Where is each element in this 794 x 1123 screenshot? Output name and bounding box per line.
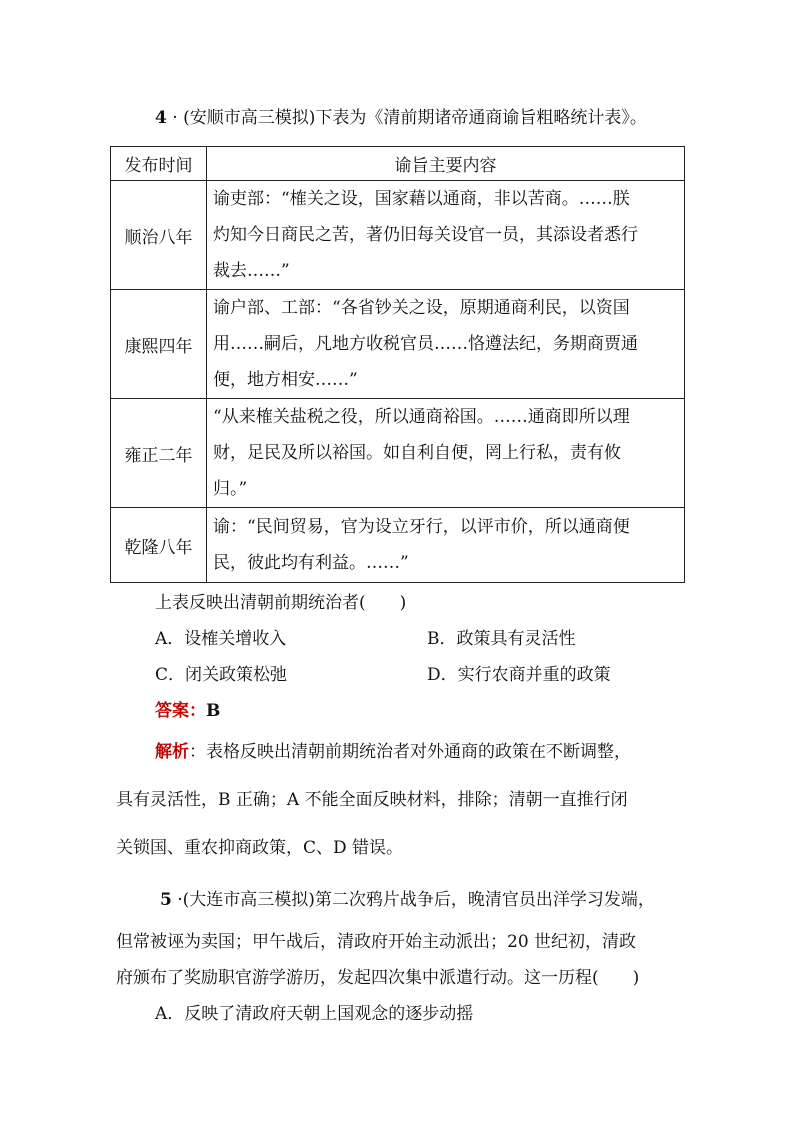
content-line: 民，彼此均有利益。……” (213, 553, 409, 573)
content-line: 灼知今日商民之苦，著仍旧每关设官一员，其添设者悉行 (213, 225, 638, 245)
analysis-text: ：表格反映出清朝前期统治者对外通商的政策在不断调整， (189, 742, 631, 762)
analysis-label: 解析 (155, 742, 189, 762)
row-content (207, 181, 685, 290)
option-c: C．闭关政策松弛 (155, 665, 288, 685)
content-line: 财，足民及所以裕国。如自利自便，罔上行私，责有攸 (213, 443, 621, 463)
edict-statistics-table (110, 146, 685, 583)
option-b: B．政策具有灵活性 (427, 629, 576, 649)
content-line: “从来榷关盐税之役，所以通商裕国。……通商即所以理 (213, 407, 630, 427)
table-header-row (111, 147, 685, 181)
table-row (111, 181, 685, 290)
content-line: 用……嗣后，凡地方收税官员……恪遵法纪，务期商贾通 (213, 334, 638, 354)
content-line: 便，地方相安……” (213, 370, 358, 390)
question-source: (安顺市高三模拟) (183, 108, 316, 128)
question-5-line: 但常被诬为卖国；甲午战后，清政府开始主动派出；20 世纪初，清政 (116, 932, 637, 952)
content-line: 裁去……” (213, 261, 290, 281)
header-release-time: 发布时间 (111, 147, 207, 181)
table-row (111, 290, 685, 399)
analysis-line (155, 737, 631, 762)
row-content (207, 399, 685, 508)
row-content (207, 290, 685, 399)
separator-dot: · (172, 108, 178, 128)
question-number: 4 (155, 108, 167, 128)
question-4-prompt: 上表反映出清朝前期统治者( ) (155, 593, 407, 613)
question-5-stem (160, 885, 655, 910)
answer-label: 答案： (155, 701, 206, 721)
question-number: 5 (160, 890, 172, 910)
content-line: 归。” (213, 479, 248, 499)
question-5-line: 府颁布了奖励职官游学游历，发起四次集中派遣行动。这一历程( ) (116, 968, 640, 988)
row-content (207, 508, 685, 583)
header-edict-content: 谕旨主要内容 (207, 147, 685, 181)
question-stem-text: 下表为《清前期诸帝通商谕旨粗略统计表》。 (315, 108, 647, 128)
content-line: 谕户部、工部：“各省钞关之设，原期通商利民，以资国 (213, 298, 630, 318)
option-d: D．实行农商并重的政策 (427, 665, 611, 685)
option-a: A．设榷关增收入 (155, 629, 287, 649)
row-time: 乾隆八年 (111, 508, 207, 583)
answer-line (155, 696, 220, 721)
question-stem-text: 第二次鸦片战争后，晚清官员出洋学习发端， (314, 890, 655, 910)
content-line: 谕吏部：“榷关之设，国家藉以通商，非以苦商。……朕 (213, 189, 630, 209)
question-source: (大连市高三模拟) (182, 890, 315, 910)
question-4-stem (155, 103, 647, 128)
table-row (111, 508, 685, 583)
row-time: 雍正二年 (111, 399, 207, 508)
option-a: A．反映了清政府天朝上国观念的逐步动摇 (155, 1004, 474, 1024)
row-time: 顺治八年 (111, 181, 207, 290)
separator-dot: · (177, 890, 183, 910)
answer-value: B (206, 701, 221, 721)
analysis-line: 具有灵活性，B 正确；A 不能全面反映材料，排除；清朝一直推行闭 (116, 790, 628, 810)
content-line: 谕：“民间贸易，官为设立牙行，以评市价，所以通商便 (213, 517, 630, 537)
analysis-line: 关锁国、重农抑商政策，C、D 错误。 (116, 838, 404, 858)
table-row (111, 399, 685, 508)
row-time: 康熙四年 (111, 290, 207, 399)
